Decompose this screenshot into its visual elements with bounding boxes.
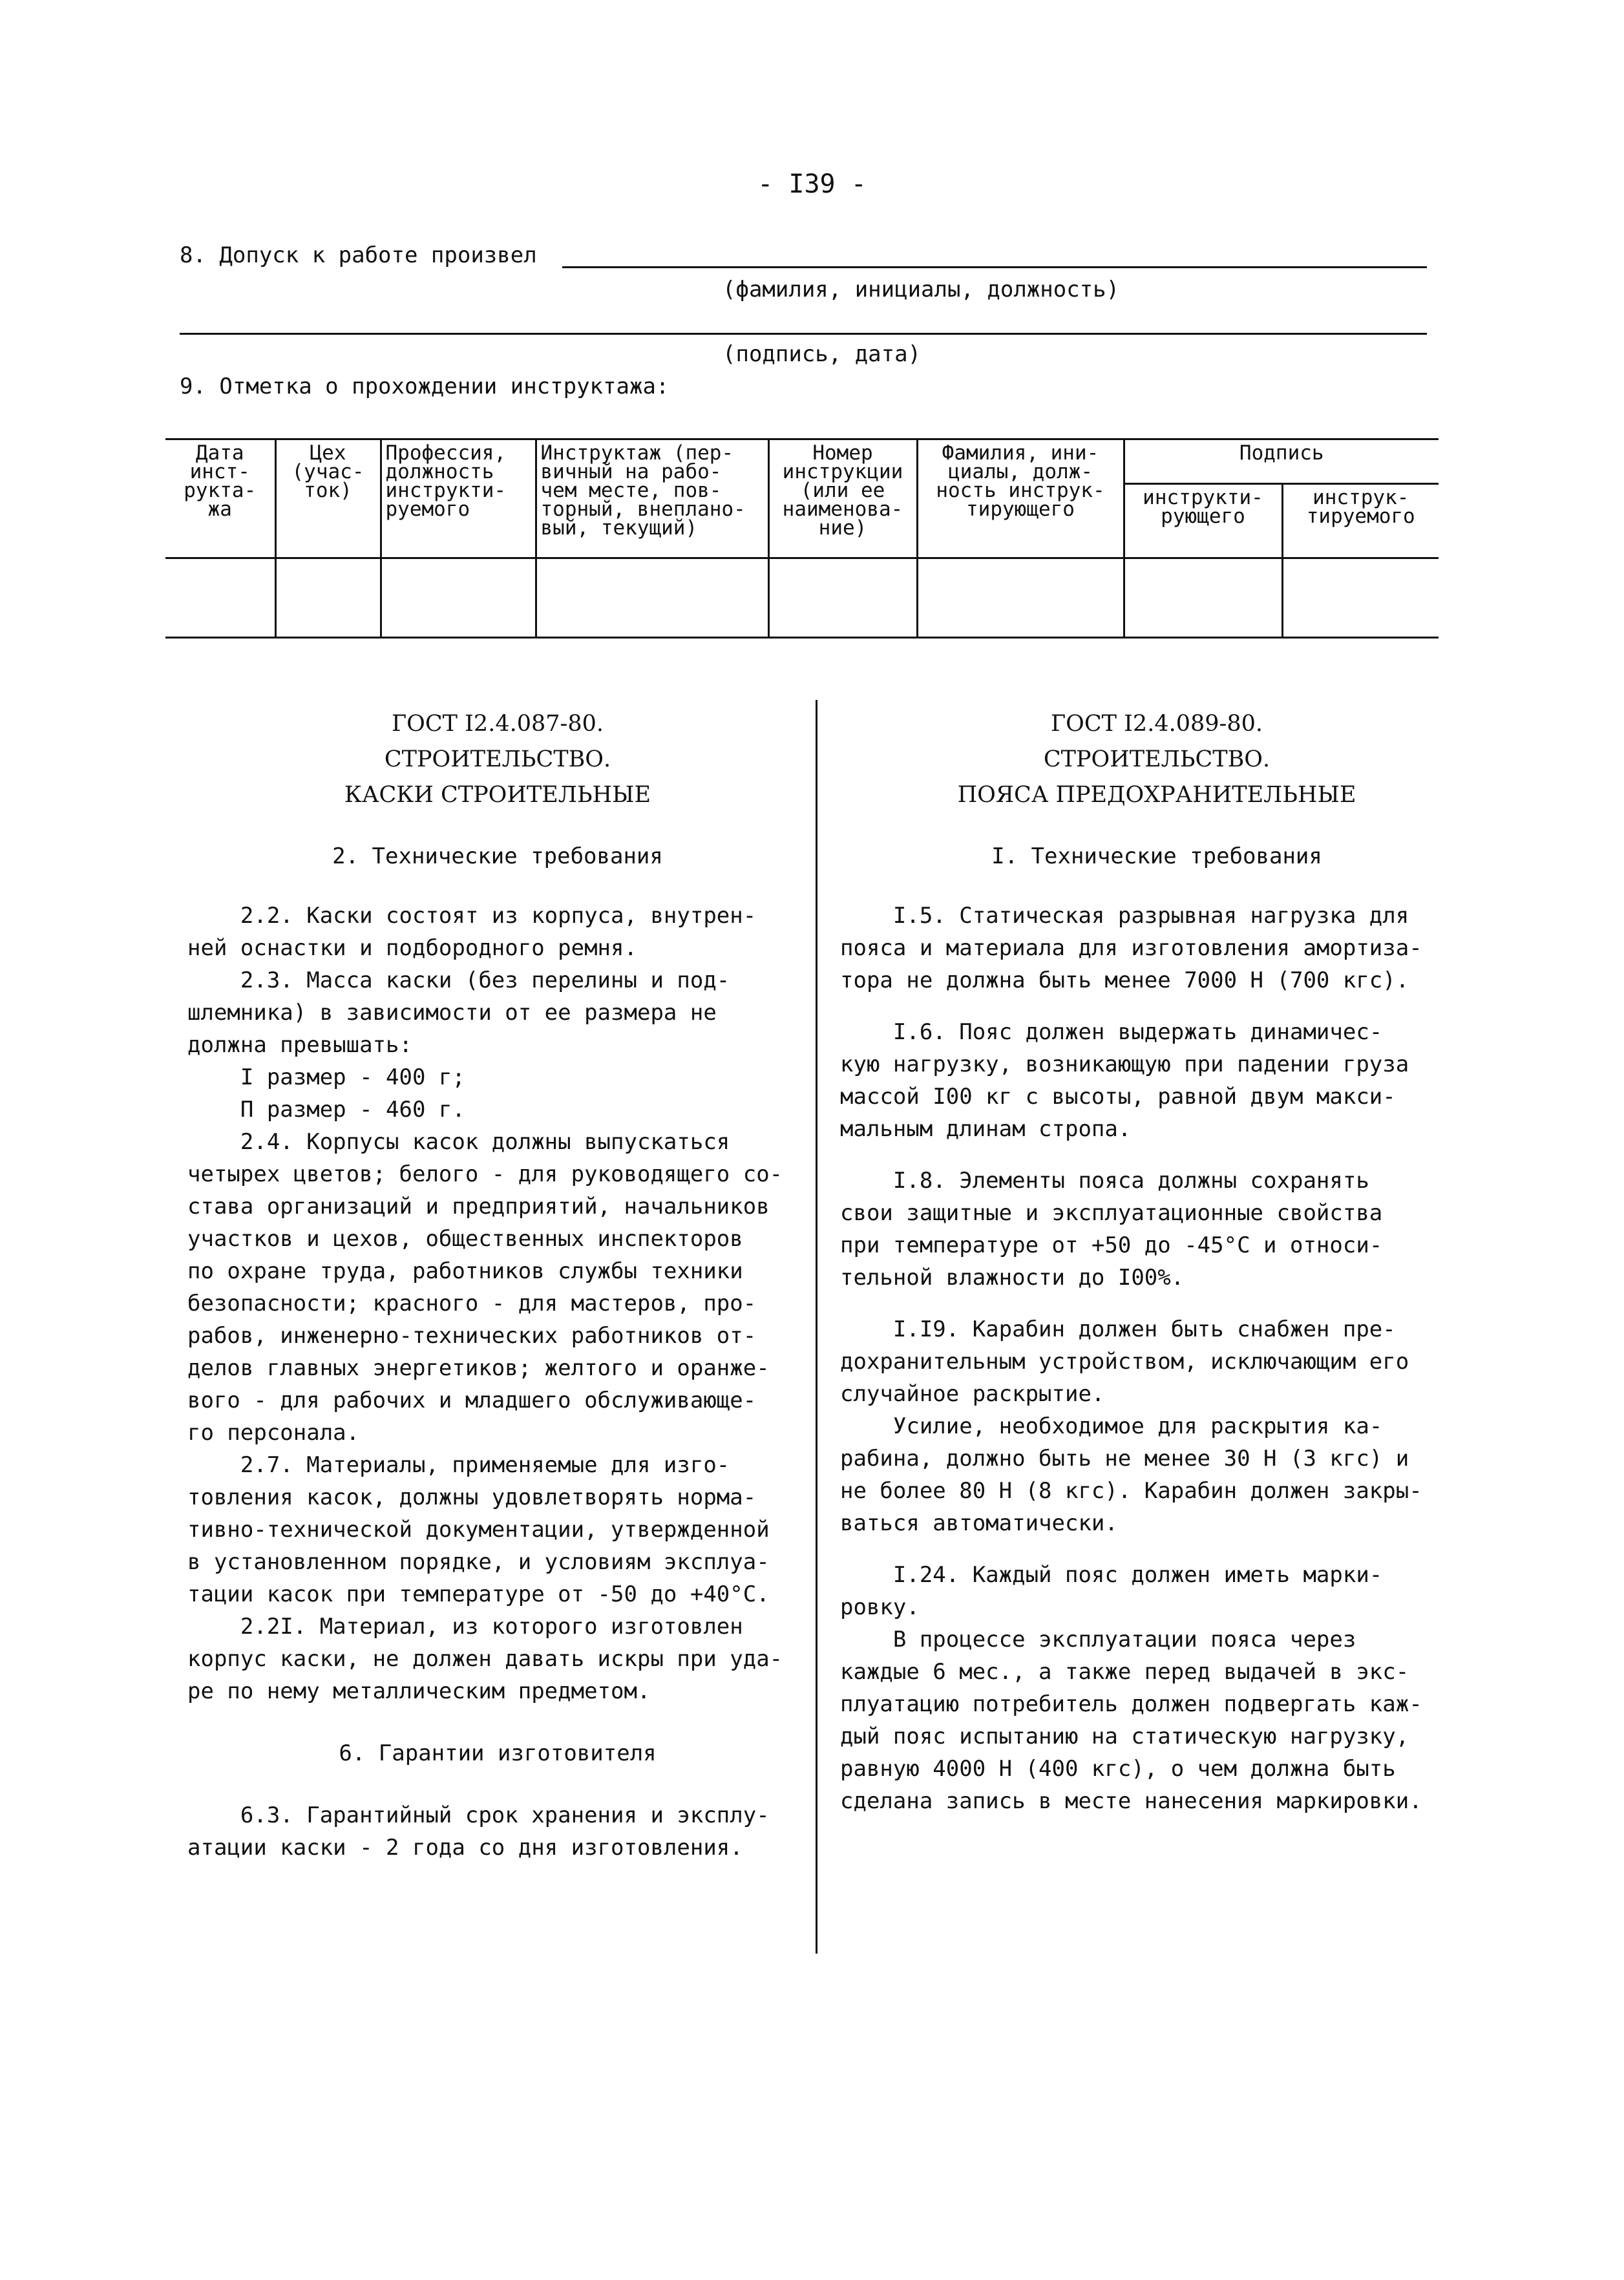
- table-cell: [165, 558, 275, 638]
- right-para-1-24: I.24. Каждый пояс должен иметь марки- ровку. В процессе эксплуатации пояса через каждые 6 мес., а также перед выдачей в экс- плуатацию потребитель должен подвергать каж- дый пояс испытанию на статическую нагрузку, равную 4000 Н (400 кгс), о чем должна быть сделана запись в месте нанесения маркировки.: [840, 1562, 1422, 1814]
- header-workshop: Цех (учас- ток): [275, 439, 381, 558]
- left-section-6-heading: 6. Гарантии изготовителя: [339, 1740, 657, 1766]
- table-cell: [381, 558, 536, 638]
- header-profession: Профессия, должность инструкти- руемого: [381, 439, 536, 558]
- right-para-1-19: I.I9. Карабин должен быть снабжен пре- дохранительным устройством, исключающим его случайное раскрытие. Усилие, необходимое для раскрытия ка- рабина, должно быть не менее 30 Н (3 кгс) и не более 80 Н (8 кгс). Карабин должен закры- ваться автоматически.: [840, 1316, 1422, 1536]
- left-section-2-body: 2.2. Каски состоят из корпуса, внутрен- ней оснастки и подбородного ремня. 2.3. Масса каски (без перелины и под- шлемника) в зависимости от ее размера не должна превышать: I размер - 400 г; П размер - 460 г. 2.4. Корпусы касок должны выпускаться четырех цветов; белого - для руководящего со- става организаций и предприятий, начальников участков и цехов, общественных инспекторов по охране труда, работников службы техники безопасности; красного - для мастеров, про- рабов, инженерно-технических работников от- делов главных энергетиков; желтого и оранже- вого - для рабочих и младшего обслуживающе- го персонала. 2.7. Материалы, применяемые для изго- товления касок, должны удовлетворять норма- тивно-технической документации, утвержденной в установленном порядке, и условиям эксплуа- тации касок при температуре от -50 до +40°C. 2.2I. Материал, из которого изготовлен корпус каски, не должен давать искры при уда- ре по нему металлическим предметом.: [187, 903, 783, 1704]
- header-briefing-type: Инструктаж (пер- вичный на рабо- чем месте, пов- торный, внеплано- вый, текущий): [536, 439, 768, 558]
- header-signature: Подпись: [1124, 439, 1439, 484]
- header-instructor-name: Фамилия, ини- циалы, долж- ность инструк- тирующего: [917, 439, 1124, 558]
- right-para-1-6: I.6. Пояс должен выдержать динамичес- кую нагрузку, возникающую при падении груза массой I00 кг с высоты, равной двум макси- мальным длинам стропа.: [840, 1019, 1409, 1142]
- column-divider: [816, 700, 817, 1954]
- right-title-sector: СТРОИТЕЛЬСТВО.: [1043, 746, 1271, 772]
- right-section-1-heading: I. Технические требования: [991, 843, 1322, 869]
- table-cell: [536, 558, 768, 638]
- right-column: [840, 706, 1473, 1817]
- right-para-1-5: I.5. Статическая разрывная нагрузка для пояса и материала для изготовления амортиза- тора не должна быть менее 7000 Н (700 кгс).: [840, 903, 1422, 993]
- header-date: Дата инст- рукта- жа: [165, 439, 275, 558]
- table-cell: [275, 558, 381, 638]
- item8-signature-line: [180, 333, 1427, 335]
- briefing-log-table: [165, 438, 1439, 639]
- right-title-subject: ПОЯСА ПРЕДОХРАНИТЕЛЬНЫЕ: [957, 782, 1356, 808]
- table-cell: [1124, 558, 1282, 638]
- subheader-instructed: инструк- тируемого: [1282, 484, 1439, 558]
- item8-caption-signature: (подпись, дата): [722, 341, 922, 367]
- left-column: [187, 706, 808, 1864]
- item8-name-line: [562, 266, 1427, 268]
- left-title-sector: СТРОИТЕЛЬСТВО.: [384, 746, 611, 772]
- right-title-standard: ГОСТ I2.4.089-80.: [1050, 711, 1263, 737]
- table-cell: [1282, 558, 1439, 638]
- item8-caption-name: (фамилия, инициалы, должность): [722, 277, 1120, 302]
- right-para-1-8: I.8. Элементы пояса должны сохранять свои защитные и эксплуатационные свойства при температуре от +50 до -45°C и относи- тельной влажности до I00%.: [840, 1168, 1383, 1291]
- table-cell: [768, 558, 917, 638]
- left-section-6-body: 6.3. Гарантийный срок хранения и эксплу- атации каски - 2 года со дня изготовления.: [187, 1802, 770, 1861]
- left-title-standard: ГОСТ I2.4.087-80.: [391, 711, 604, 737]
- subheader-instructor: инструкти- рующего: [1124, 484, 1282, 558]
- item8-label: 8. Допуск к работе произвел: [180, 242, 537, 268]
- table-cell: [917, 558, 1124, 638]
- page-number: - I39 -: [757, 169, 867, 199]
- header-instruction-number: Номер инструкции (или ее наименова- ние): [768, 439, 917, 558]
- left-section-2-heading: 2. Технические требования: [332, 843, 663, 869]
- item9-label: 9. Отметка о прохождении инструктажа:: [180, 374, 670, 399]
- left-title-subject: КАСКИ СТРОИТЕЛЬНЫЕ: [344, 782, 651, 808]
